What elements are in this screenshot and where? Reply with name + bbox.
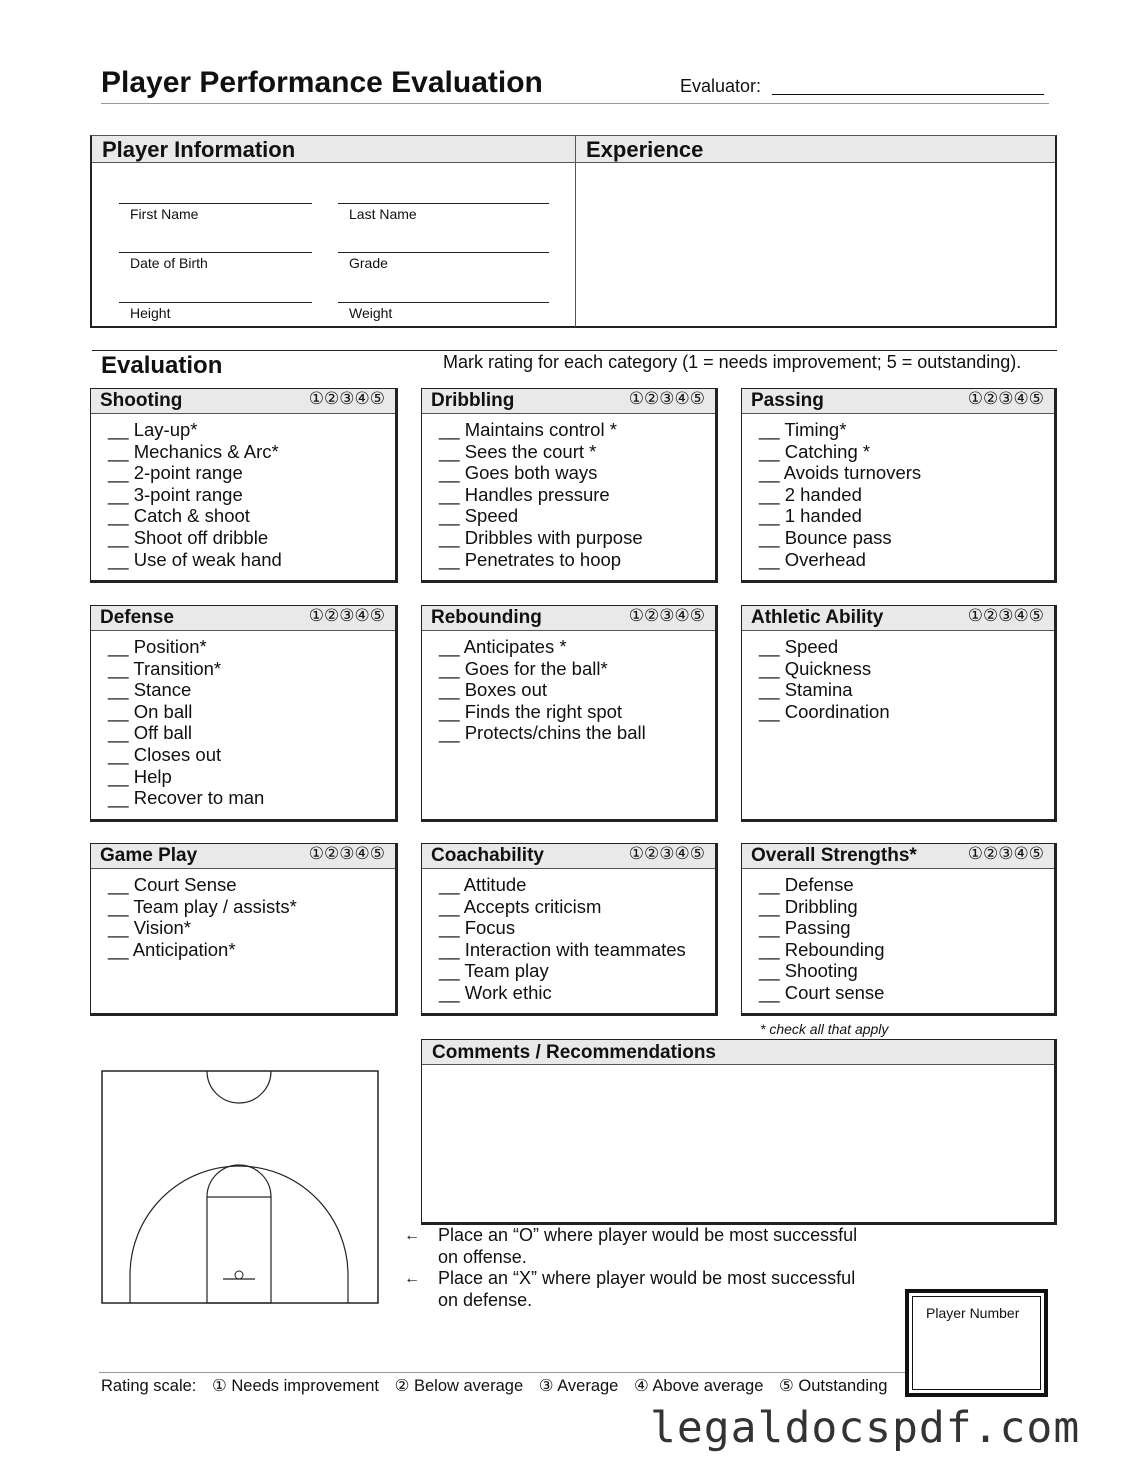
checklist-item[interactable]: __ Anticipation* xyxy=(108,939,297,961)
rating-scale-item: ⑤ Outstanding xyxy=(779,1377,888,1395)
checklist-item[interactable]: __ Defense xyxy=(759,874,885,896)
category-header xyxy=(91,844,395,869)
category-rebounding xyxy=(421,605,718,822)
category-title: Game Play xyxy=(100,845,198,866)
defense-instruction-cont: on defense. xyxy=(438,1290,533,1310)
player-number-field[interactable] xyxy=(905,1289,1048,1397)
checklist-item[interactable]: __ Interaction with teammates xyxy=(439,939,686,961)
arrow-left-icon: ← xyxy=(404,1270,420,1287)
rating-circles[interactable]: ①②③④⑤ xyxy=(308,389,385,409)
category-header xyxy=(742,606,1054,631)
dob-field[interactable] xyxy=(119,252,312,253)
rating-circles[interactable]: ①②③④⑤ xyxy=(967,844,1044,864)
evaluator-label: Evaluator: xyxy=(680,76,762,96)
category-athletic-ability xyxy=(741,605,1057,822)
checklist-item[interactable]: __ Closes out xyxy=(108,744,264,766)
watermark: legaldocspdf.com xyxy=(650,1403,1081,1453)
evaluation-title: Evaluation xyxy=(101,352,223,379)
checklist-item[interactable]: __ Maintains control * xyxy=(439,419,643,441)
evaluator-field[interactable] xyxy=(772,94,1044,95)
rating-scale-item: ④ Above average xyxy=(633,1377,764,1395)
checklist-item[interactable]: __ Coordination xyxy=(759,701,890,723)
category-header xyxy=(742,389,1054,414)
rating-circles[interactable]: ①②③④⑤ xyxy=(308,606,385,626)
checklist-item[interactable]: __ Anticipates * xyxy=(439,636,646,658)
arrow-left-icon: ← xyxy=(404,1227,420,1244)
free-throw-circle xyxy=(207,1165,271,1197)
checklist-item[interactable]: __ Goes both ways xyxy=(439,462,643,484)
grade-field[interactable] xyxy=(338,252,549,253)
comments-header: Comments / Recommendations xyxy=(422,1040,1054,1065)
player-info-header: Player Information xyxy=(92,136,575,163)
checklist-item[interactable]: __ Court Sense xyxy=(108,874,297,896)
category-title: Overall Strengths* xyxy=(751,845,917,866)
evaluation-divider xyxy=(92,350,1057,351)
category-game-play xyxy=(90,843,398,1016)
rating-scale-label: Rating scale: xyxy=(101,1377,197,1395)
checklist-item[interactable]: __ Off ball xyxy=(108,722,264,744)
title-divider xyxy=(101,103,1049,104)
checklist-item[interactable]: __ Court sense xyxy=(759,982,885,1004)
checklist-item[interactable]: __ Dribbles with purpose xyxy=(439,527,643,549)
checklist-item[interactable]: __ Penetrates to hoop xyxy=(439,549,643,571)
checklist-item[interactable]: __ Vision* xyxy=(108,917,297,939)
checklist-item[interactable]: __ Accepts criticism xyxy=(439,896,686,918)
checklist-item[interactable]: __ Lay-up* xyxy=(108,419,282,441)
category-item-list xyxy=(439,874,686,1004)
checklist-item[interactable]: __ Transition* xyxy=(108,658,264,680)
checklist-item[interactable]: __ Passing xyxy=(759,917,885,939)
footer-divider xyxy=(99,1372,905,1373)
checklist-item[interactable]: __ 2 handed xyxy=(759,484,921,506)
grade-label: Grade xyxy=(349,255,388,271)
checklist-item[interactable]: __ Use of weak hand xyxy=(108,549,282,571)
category-item-list xyxy=(108,874,297,960)
rating-circles[interactable]: ①②③④⑤ xyxy=(308,844,385,864)
checklist-item[interactable]: __ Team play / assists* xyxy=(108,896,297,918)
category-dribbling xyxy=(421,388,718,583)
checklist-item[interactable]: __ Dribbling xyxy=(759,896,885,918)
checklist-item[interactable]: __ Avoids turnovers xyxy=(759,462,921,484)
category-item-list xyxy=(439,419,643,570)
checklist-item[interactable]: __ 2-point range xyxy=(108,462,282,484)
check-all-note: * check all that apply xyxy=(760,1021,889,1037)
checklist-item[interactable]: __ Position* xyxy=(108,636,264,658)
checklist-item[interactable]: __ Boxes out xyxy=(439,679,646,701)
checklist-item[interactable]: __ Team play xyxy=(439,960,686,982)
category-title: Shooting xyxy=(100,390,183,411)
last-name-label: Last Name xyxy=(349,206,417,222)
category-overall-strengths xyxy=(741,843,1057,1016)
rating-circles[interactable]: ①②③④⑤ xyxy=(967,606,1044,626)
first-name-field[interactable] xyxy=(119,203,312,204)
category-header xyxy=(422,844,715,869)
section-divider xyxy=(575,136,576,327)
checklist-item[interactable]: __ Speed xyxy=(759,636,890,658)
checklist-item[interactable]: __ Protects/chins the ball xyxy=(439,722,646,744)
checklist-item[interactable]: __ Focus xyxy=(439,917,686,939)
checklist-item[interactable]: __ Sees the court * xyxy=(439,441,643,463)
player-info-section xyxy=(90,135,1057,328)
checklist-item[interactable]: __ Help xyxy=(108,766,264,788)
checklist-item[interactable]: __ Finds the right spot xyxy=(439,701,646,723)
category-defense xyxy=(90,605,398,822)
category-shooting xyxy=(90,388,398,583)
experience-header: Experience xyxy=(575,136,1055,163)
category-title: Coachability xyxy=(431,845,544,866)
checklist-item[interactable]: __ Speed xyxy=(439,505,643,527)
checklist-item[interactable]: __ 3-point range xyxy=(108,484,282,506)
category-item-list xyxy=(759,874,885,1004)
checklist-item[interactable]: __ Mechanics & Arc* xyxy=(108,441,282,463)
rating-scale-item: ③ Average xyxy=(538,1377,619,1395)
rating-scale-legend xyxy=(101,1376,898,1396)
checklist-item[interactable]: __ Stamina xyxy=(759,679,890,701)
checklist-item[interactable]: __ Timing* xyxy=(759,419,921,441)
height-label: Height xyxy=(130,305,171,321)
category-passing xyxy=(741,388,1057,583)
category-item-list xyxy=(108,419,282,570)
weight-field[interactable] xyxy=(338,302,549,303)
checklist-item[interactable]: __ Bounce pass xyxy=(759,527,921,549)
checklist-item[interactable]: __ Shoot off dribble xyxy=(108,527,282,549)
checklist-item[interactable]: __ Catch & shoot xyxy=(108,505,282,527)
checklist-item[interactable]: __ 1 handed xyxy=(759,505,921,527)
category-title: Passing xyxy=(751,390,824,411)
checklist-item[interactable]: __ Goes for the ball* xyxy=(439,658,646,680)
category-header xyxy=(422,389,715,414)
rating-scale-item: ① Needs improvement xyxy=(211,1377,380,1395)
category-item-list xyxy=(759,419,921,570)
category-item-list xyxy=(108,636,264,809)
category-header xyxy=(742,844,1054,869)
checklist-item[interactable]: __ Attitude xyxy=(439,874,686,896)
offense-instruction-cont: on offense. xyxy=(438,1247,527,1267)
defense-instruction: Place an “X” where player would be most successful xyxy=(438,1268,856,1288)
checklist-item[interactable]: __ Shooting xyxy=(759,960,885,982)
rating-scale-item: ② Below average xyxy=(394,1377,524,1395)
category-title: Athletic Ability xyxy=(751,607,884,628)
last-name-field[interactable] xyxy=(338,203,549,204)
rating-circles[interactable]: ①②③④⑤ xyxy=(628,606,705,626)
hoop xyxy=(235,1271,243,1279)
three-point-arc xyxy=(130,1166,348,1303)
checklist-item[interactable]: __ Work ethic xyxy=(439,982,686,1004)
page-title: Player Performance Evaluation xyxy=(101,66,543,99)
category-title: Defense xyxy=(100,607,174,628)
checklist-item[interactable]: __ Quickness xyxy=(759,658,890,680)
center-circle xyxy=(207,1071,271,1103)
offense-instruction: Place an “O” where player would be most successful xyxy=(438,1225,858,1245)
court-boundary xyxy=(102,1071,378,1303)
rating-circles[interactable]: ①②③④⑤ xyxy=(967,389,1044,409)
comments-section[interactable] xyxy=(421,1039,1057,1225)
category-title: Dribbling xyxy=(431,390,515,411)
checklist-item[interactable]: __ Stance xyxy=(108,679,264,701)
basketball-court-diagram[interactable] xyxy=(101,1070,380,1306)
first-name-label: First Name xyxy=(130,206,199,222)
checklist-item[interactable]: __ Catching * xyxy=(759,441,921,463)
category-item-list xyxy=(759,636,890,722)
category-coachability xyxy=(421,843,718,1016)
checklist-item[interactable]: __ On ball xyxy=(108,701,264,723)
category-header xyxy=(91,389,395,414)
checklist-item[interactable]: __ Recover to man xyxy=(108,787,264,809)
checklist-item[interactable]: __ Rebounding xyxy=(759,939,885,961)
dob-label: Date of Birth xyxy=(130,255,208,271)
rating-circles[interactable]: ①②③④⑤ xyxy=(628,389,705,409)
player-number-label: Player Number xyxy=(926,1305,1020,1321)
checklist-item[interactable]: __ Overhead xyxy=(759,549,921,571)
category-title: Rebounding xyxy=(431,607,542,628)
category-header xyxy=(91,606,395,631)
category-header xyxy=(422,606,715,631)
checklist-item[interactable]: __ Handles pressure xyxy=(439,484,643,506)
key-lane xyxy=(207,1197,271,1303)
category-item-list xyxy=(439,636,646,744)
evaluation-instruction: Mark rating for each category (1 = needs improvement; 5 = outstanding). xyxy=(443,352,1022,372)
height-field[interactable] xyxy=(119,302,312,303)
rating-circles[interactable]: ①②③④⑤ xyxy=(628,844,705,864)
weight-label: Weight xyxy=(349,305,393,321)
